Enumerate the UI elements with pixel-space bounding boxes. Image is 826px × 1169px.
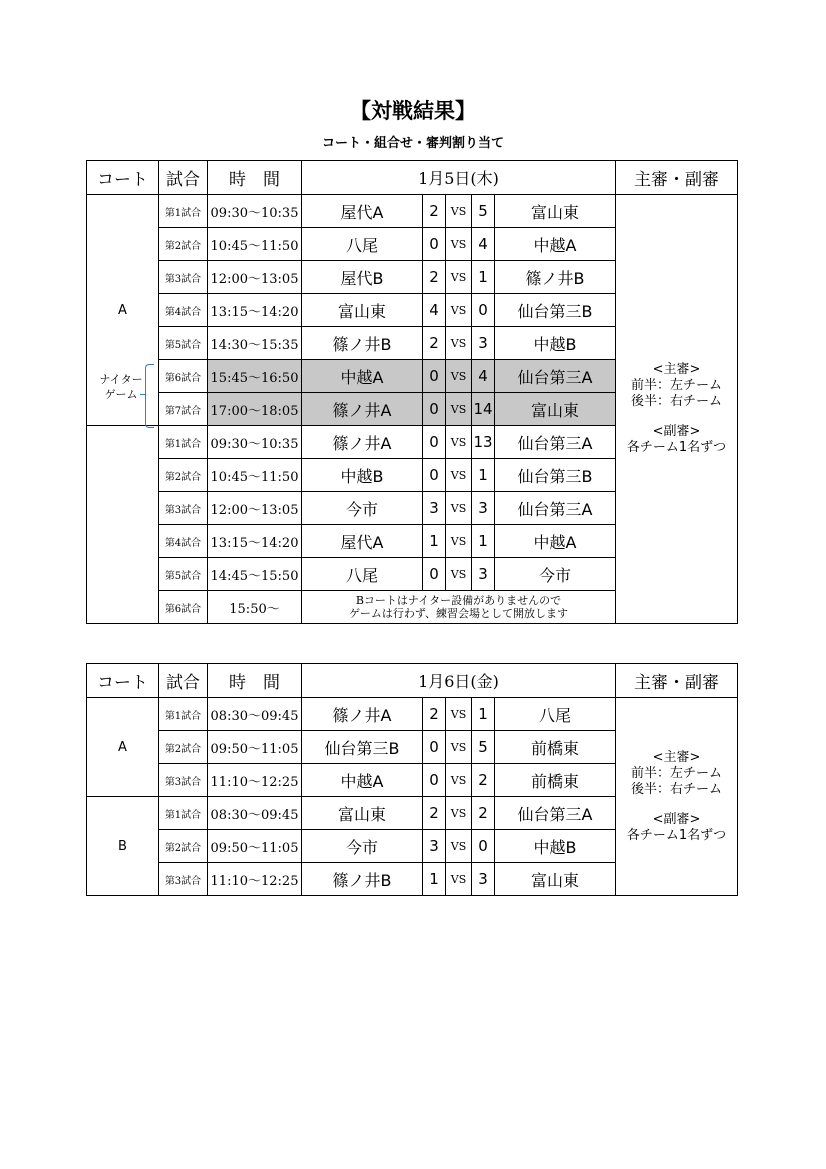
game-time: 17:00～18:05 bbox=[208, 393, 302, 426]
game-number: 第4試合 bbox=[159, 525, 208, 558]
team-left: 富山東 bbox=[302, 294, 423, 327]
sub-referee-title: <副審> bbox=[652, 811, 701, 827]
header-court: コート bbox=[87, 664, 159, 698]
page-title: 【対戦結果】 bbox=[350, 99, 476, 123]
team-left: 中越A bbox=[302, 360, 423, 393]
no-game-note-line2: ゲームは行わず、練習会場として開放します bbox=[348, 607, 569, 620]
game-number: 第4試合 bbox=[159, 294, 208, 327]
vs-label: VS bbox=[446, 294, 472, 327]
score-right: 4 bbox=[472, 360, 495, 393]
score-left: 0 bbox=[423, 558, 446, 591]
game-time: 09:50～11:05 bbox=[208, 731, 302, 764]
vs-label: VS bbox=[446, 731, 472, 764]
sub-referee-rule: 各チーム1名ずつ bbox=[626, 440, 727, 455]
game-time: 14:45～15:50 bbox=[208, 558, 302, 591]
score-left: 3 bbox=[423, 492, 446, 525]
team-left: 今市 bbox=[302, 492, 423, 525]
day2-date: 1月6日(金) bbox=[302, 664, 616, 698]
game-time: 11:10～12:25 bbox=[208, 764, 302, 797]
game-number: 第6試合 bbox=[159, 360, 208, 393]
game-time: 08:30～09:45 bbox=[208, 797, 302, 830]
game-number: 第1試合 bbox=[159, 195, 208, 228]
team-right: 仙台第三A bbox=[495, 426, 616, 459]
score-right: 3 bbox=[472, 863, 495, 896]
game-number: 第7試合 bbox=[159, 393, 208, 426]
game-time: 15:50～ bbox=[208, 591, 302, 624]
team-right: 八尾 bbox=[495, 698, 616, 731]
team-left: 篠ノ井B bbox=[302, 327, 423, 360]
score-left: 1 bbox=[423, 863, 446, 896]
team-left: 篠ノ井A bbox=[302, 393, 423, 426]
score-right: 1 bbox=[472, 525, 495, 558]
score-right: 4 bbox=[472, 228, 495, 261]
team-left: 中越A bbox=[302, 764, 423, 797]
team-right: 前橋東 bbox=[495, 731, 616, 764]
vs-label: VS bbox=[446, 393, 472, 426]
team-left: 篠ノ井A bbox=[302, 426, 423, 459]
score-right: 13 bbox=[472, 426, 495, 459]
score-right: 14 bbox=[472, 393, 495, 426]
game-time: 13:15～14:20 bbox=[208, 525, 302, 558]
vs-label: VS bbox=[446, 261, 472, 294]
score-right: 0 bbox=[472, 294, 495, 327]
team-left: 屋代A bbox=[302, 195, 423, 228]
game-number: 第3試合 bbox=[159, 764, 208, 797]
game-number: 第3試合 bbox=[159, 863, 208, 896]
night-game-label-line1: ナイター bbox=[99, 373, 143, 386]
score-right: 1 bbox=[472, 459, 495, 492]
score-left: 0 bbox=[423, 764, 446, 797]
team-right: 仙台第三B bbox=[495, 459, 616, 492]
score-left: 2 bbox=[423, 698, 446, 731]
game-time: 10:45～11:50 bbox=[208, 459, 302, 492]
night-game-label-line2: ゲーム bbox=[104, 388, 138, 401]
main-referee-title: <主審> bbox=[652, 362, 701, 377]
game-time: 12:00～13:05 bbox=[208, 492, 302, 525]
game-number: 第6試合 bbox=[159, 591, 208, 624]
court-label: B bbox=[87, 797, 159, 896]
team-right: 仙台第三A bbox=[495, 360, 616, 393]
score-right: 1 bbox=[472, 698, 495, 731]
main-referee-second-half: 後半：右チーム bbox=[630, 781, 722, 797]
team-right: 仙台第三A bbox=[495, 797, 616, 830]
sub-referee-rule: 各チーム1名ずつ bbox=[626, 827, 727, 843]
vs-label: VS bbox=[446, 195, 472, 228]
night-game-bracket bbox=[145, 364, 154, 428]
game-number: 第1試合 bbox=[159, 698, 208, 731]
vs-label: VS bbox=[446, 558, 472, 591]
match-row bbox=[87, 698, 738, 731]
team-left: 篠ノ井A bbox=[302, 698, 423, 731]
score-right: 2 bbox=[472, 797, 495, 830]
page-subtitle: コート・組合せ・審判割り当て bbox=[321, 136, 504, 151]
sub-referee-title: <副審> bbox=[652, 424, 701, 439]
no-game-note bbox=[302, 591, 616, 624]
header-time: 時 間 bbox=[208, 664, 302, 698]
team-right: 中越A bbox=[495, 525, 616, 558]
team-right: 中越B bbox=[495, 327, 616, 360]
vs-label: VS bbox=[446, 797, 472, 830]
main-referee-second-half: 後半：右チーム bbox=[630, 394, 722, 409]
day2-header-row bbox=[87, 664, 738, 698]
score-right: 2 bbox=[472, 764, 495, 797]
score-right: 1 bbox=[472, 261, 495, 294]
day1-header-row bbox=[87, 161, 738, 195]
team-right: 中越B bbox=[495, 830, 616, 863]
game-time: 10:45～11:50 bbox=[208, 228, 302, 261]
game-number: 第2試合 bbox=[159, 459, 208, 492]
score-right: 0 bbox=[472, 830, 495, 863]
header-referee: 主審・副審 bbox=[616, 161, 738, 195]
main-referee-first-half: 前半：左チーム bbox=[630, 378, 722, 393]
score-left: 0 bbox=[423, 228, 446, 261]
team-left: 八尾 bbox=[302, 558, 423, 591]
referee-assignment-cell bbox=[616, 195, 738, 624]
team-left: 屋代A bbox=[302, 525, 423, 558]
score-left: 2 bbox=[423, 195, 446, 228]
game-time: 14:30～15:35 bbox=[208, 327, 302, 360]
game-number: 第2試合 bbox=[159, 228, 208, 261]
game-number: 第5試合 bbox=[159, 558, 208, 591]
header-referee: 主審・副審 bbox=[616, 664, 738, 698]
game-number: 第2試合 bbox=[159, 830, 208, 863]
court-label bbox=[87, 426, 159, 624]
match-row bbox=[87, 195, 738, 228]
team-right: 中越A bbox=[495, 228, 616, 261]
team-right: 富山東 bbox=[495, 393, 616, 426]
day1-date: 1月5日(木) bbox=[302, 161, 616, 195]
score-left: 1 bbox=[423, 525, 446, 558]
team-right: 篠ノ井B bbox=[495, 261, 616, 294]
score-left: 0 bbox=[423, 459, 446, 492]
score-left: 0 bbox=[423, 731, 446, 764]
score-left: 0 bbox=[423, 393, 446, 426]
day2-results-table bbox=[86, 663, 738, 896]
game-time: 15:45～16:50 bbox=[208, 360, 302, 393]
team-right: 今市 bbox=[495, 558, 616, 591]
vs-label: VS bbox=[446, 327, 472, 360]
vs-label: VS bbox=[446, 863, 472, 896]
court-label: A bbox=[87, 195, 159, 426]
team-left: 八尾 bbox=[302, 228, 423, 261]
game-number: 第3試合 bbox=[159, 492, 208, 525]
night-game-label bbox=[97, 372, 145, 402]
team-left: 富山東 bbox=[302, 797, 423, 830]
night-game-bracket-tick bbox=[140, 394, 146, 395]
main-referee-title: <主審> bbox=[652, 749, 701, 765]
score-left: 2 bbox=[423, 327, 446, 360]
team-right: 富山東 bbox=[495, 863, 616, 896]
game-time: 09:30～10:35 bbox=[208, 195, 302, 228]
vs-label: VS bbox=[446, 764, 472, 797]
score-left: 2 bbox=[423, 797, 446, 830]
score-right: 5 bbox=[472, 731, 495, 764]
header-game: 試合 bbox=[159, 664, 208, 698]
game-number: 第2試合 bbox=[159, 731, 208, 764]
vs-label: VS bbox=[446, 830, 472, 863]
score-right: 3 bbox=[472, 558, 495, 591]
referee-assignment-cell bbox=[616, 698, 738, 896]
team-right: 前橋東 bbox=[495, 764, 616, 797]
score-right: 3 bbox=[472, 492, 495, 525]
day1-results-table bbox=[86, 160, 738, 624]
team-left: 中越B bbox=[302, 459, 423, 492]
score-left: 3 bbox=[423, 830, 446, 863]
vs-label: VS bbox=[446, 492, 472, 525]
team-left: 篠ノ井B bbox=[302, 863, 423, 896]
team-right: 仙台第三B bbox=[495, 294, 616, 327]
game-time: 11:10～12:25 bbox=[208, 863, 302, 896]
court-label: A bbox=[87, 698, 159, 797]
team-left: 屋代B bbox=[302, 261, 423, 294]
team-left: 仙台第三B bbox=[302, 731, 423, 764]
game-time: 12:00～13:05 bbox=[208, 261, 302, 294]
header-game: 試合 bbox=[159, 161, 208, 195]
game-time: 09:50～11:05 bbox=[208, 830, 302, 863]
vs-label: VS bbox=[446, 228, 472, 261]
score-left: 0 bbox=[423, 360, 446, 393]
team-right: 富山東 bbox=[495, 195, 616, 228]
header-time: 時 間 bbox=[208, 161, 302, 195]
game-time: 09:30～10:35 bbox=[208, 426, 302, 459]
game-number: 第1試合 bbox=[159, 426, 208, 459]
score-left: 4 bbox=[423, 294, 446, 327]
score-right: 3 bbox=[472, 327, 495, 360]
team-right: 仙台第三A bbox=[495, 492, 616, 525]
vs-label: VS bbox=[446, 698, 472, 731]
no-game-note-line1: Bコートはナイター設備がありませんので bbox=[355, 594, 562, 607]
score-left: 0 bbox=[423, 426, 446, 459]
game-number: 第5試合 bbox=[159, 327, 208, 360]
referee-spacer bbox=[616, 410, 737, 424]
game-number: 第3試合 bbox=[159, 261, 208, 294]
vs-label: VS bbox=[446, 360, 472, 393]
game-number: 第1試合 bbox=[159, 797, 208, 830]
team-left: 今市 bbox=[302, 830, 423, 863]
score-left: 2 bbox=[423, 261, 446, 294]
game-time: 08:30～09:45 bbox=[208, 698, 302, 731]
game-time: 13:15～14:20 bbox=[208, 294, 302, 327]
vs-label: VS bbox=[446, 459, 472, 492]
main-referee-first-half: 前半：左チーム bbox=[630, 765, 722, 781]
score-right: 5 bbox=[472, 195, 495, 228]
referee-spacer bbox=[616, 798, 737, 812]
header-court: コート bbox=[87, 161, 159, 195]
vs-label: VS bbox=[446, 426, 472, 459]
vs-label: VS bbox=[446, 525, 472, 558]
